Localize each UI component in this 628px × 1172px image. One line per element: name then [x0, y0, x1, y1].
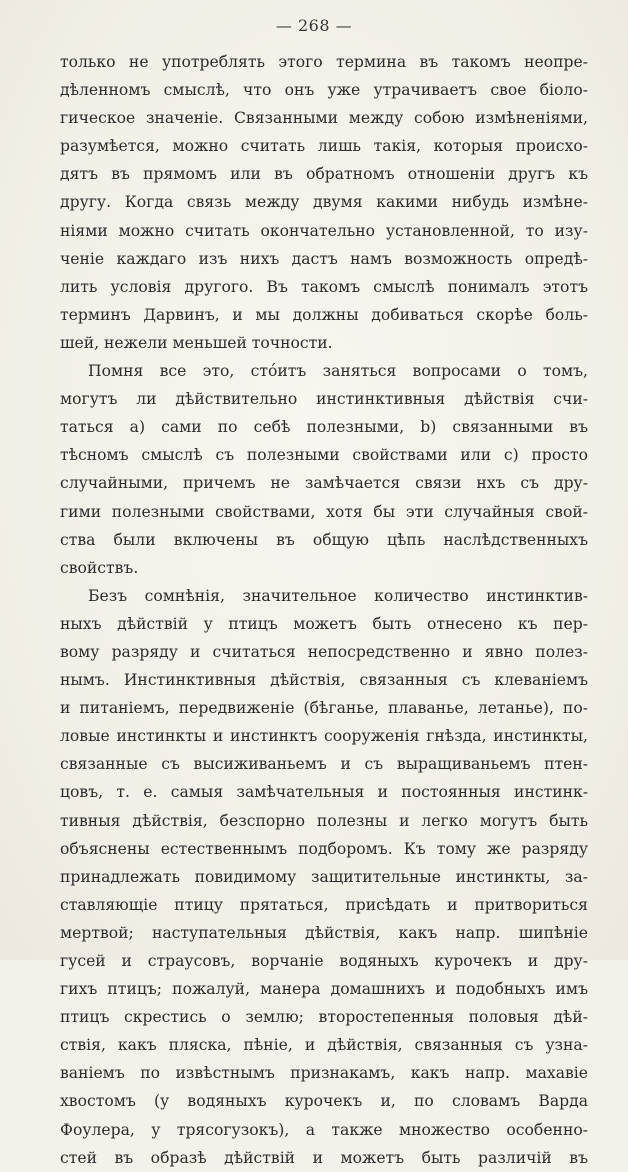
text-line: ваніемъ по извѣстнымъ признакамъ, какъ напр. махавіе [60, 1064, 588, 1083]
text-line: ставляющіе птицу прятаться, присѣдать и притвориться [60, 895, 588, 914]
text-line: другу. Когда связь между двумя какими нибудь измѣне- [60, 193, 588, 212]
text-line: принадлежать повидимому защитительные инстинкты, за- [60, 867, 588, 886]
text-line: дятъ въ прямомъ или въ обратномъ отношеніи другъ къ [60, 165, 588, 184]
text-line: Помня все это, стóитъ заняться вопросами о томъ, [88, 362, 588, 381]
text-line: цовъ, т. е. самыя замѣчательныя и постоянныя инстинк- [60, 783, 588, 802]
text-line: свойствъ. [60, 558, 139, 577]
text-line: только не употреблять этого термина въ такомъ неопре- [60, 53, 588, 71]
text-line: и питаніемъ, передвиженіе (бѣганье, плаванье, летанье), по- [60, 699, 588, 718]
page-number: — 268 — [275, 16, 353, 35]
text-line: птицъ скрестись о землю; второстепенныя половыя дѣй- [60, 1008, 588, 1027]
text-line: гими полезными свойствами, хотя бы эти случайныя свой- [60, 502, 588, 521]
text-line: ствія, какъ пляска, пѣніе, и дѣйствія, связанныя съ узна- [60, 1036, 588, 1055]
text-line: лить условія другого. Въ такомъ смыслѣ понималъ этотъ [60, 277, 588, 296]
text-line: гихъ птицъ; пожалуй, манера домашнихъ и подобныхъ имъ [60, 980, 588, 999]
text-line: ловые инстинкты и инстинктъ сооруженія гнѣзда, инстинкты, [60, 727, 588, 746]
body-text [60, 48, 588, 1172]
text-line: связанные съ высиживаньемъ и съ выращиваньемъ птен- [60, 755, 588, 774]
text-line: ства были включены въ общую цѣпь наслѣдственныхъ [60, 530, 588, 549]
text-line: гусей и страусовъ, ворчаніе водяныхъ курочекъ и дру- [60, 952, 588, 970]
text-line: шей, нежели меньшей точности. [60, 333, 333, 352]
text-line: объяснены естественнымъ подборомъ. Къ тому же разряду [60, 839, 588, 858]
text-line: терминъ Дарвинъ, и мы должны добиваться скорѣе боль- [60, 305, 588, 324]
text-line: дѣленномъ смыслѣ, что онъ уже утрачиваетъ свое біоло- [60, 81, 588, 100]
text-line: Безъ сомнѣнія, значительное количество инстинктив- [88, 586, 588, 605]
text-line: ныхъ дѣйствій у птицъ можетъ быть отнесено къ пер- [60, 614, 588, 633]
text-line: Фоулера, у трясогузокъ), а также множество особенно- [60, 1120, 588, 1139]
text-line: стей въ образѣ дѣйствій и можетъ быть различій въ [60, 1148, 588, 1167]
text-line: ніями можно считать окончательно установленной, то изу- [60, 221, 588, 240]
text-line: нымъ. Инстинктивныя дѣйствія, связанныя съ клеваніемъ [60, 671, 588, 690]
text-line: ченіе каждаго изъ нихъ дастъ намъ возможность опредѣ- [60, 249, 588, 268]
text-line: хвостомъ (у водяныхъ курочекъ и, по словамъ Варда [60, 1092, 588, 1111]
text-line: разумѣется, можно считать лишь такія, которыя происхо- [60, 137, 588, 156]
text-line: гическое значеніе. Связанными между собою измѣненіями, [60, 109, 588, 128]
text-line: вому разряду и считаться непосредственно и явно полез- [60, 642, 588, 661]
text-line: могутъ ли дѣйствительно инстинктивныя дѣйствія счи- [60, 390, 588, 409]
text-line: мертвой; наступательныя дѣйствія, какъ напр. шипѣніе [60, 923, 588, 942]
text-line: тѣсномъ смыслѣ съ полезными свойствами или с) просто [60, 446, 588, 465]
text-line: таться а) сами по себѣ полезными, b) связанными въ [60, 418, 588, 437]
text-line: тивныя дѣйствія, безспорно полезны и легко могутъ быть [60, 811, 588, 830]
text-line: случайными, причемъ не замѣчается связи нхъ съ дру- [60, 474, 588, 493]
